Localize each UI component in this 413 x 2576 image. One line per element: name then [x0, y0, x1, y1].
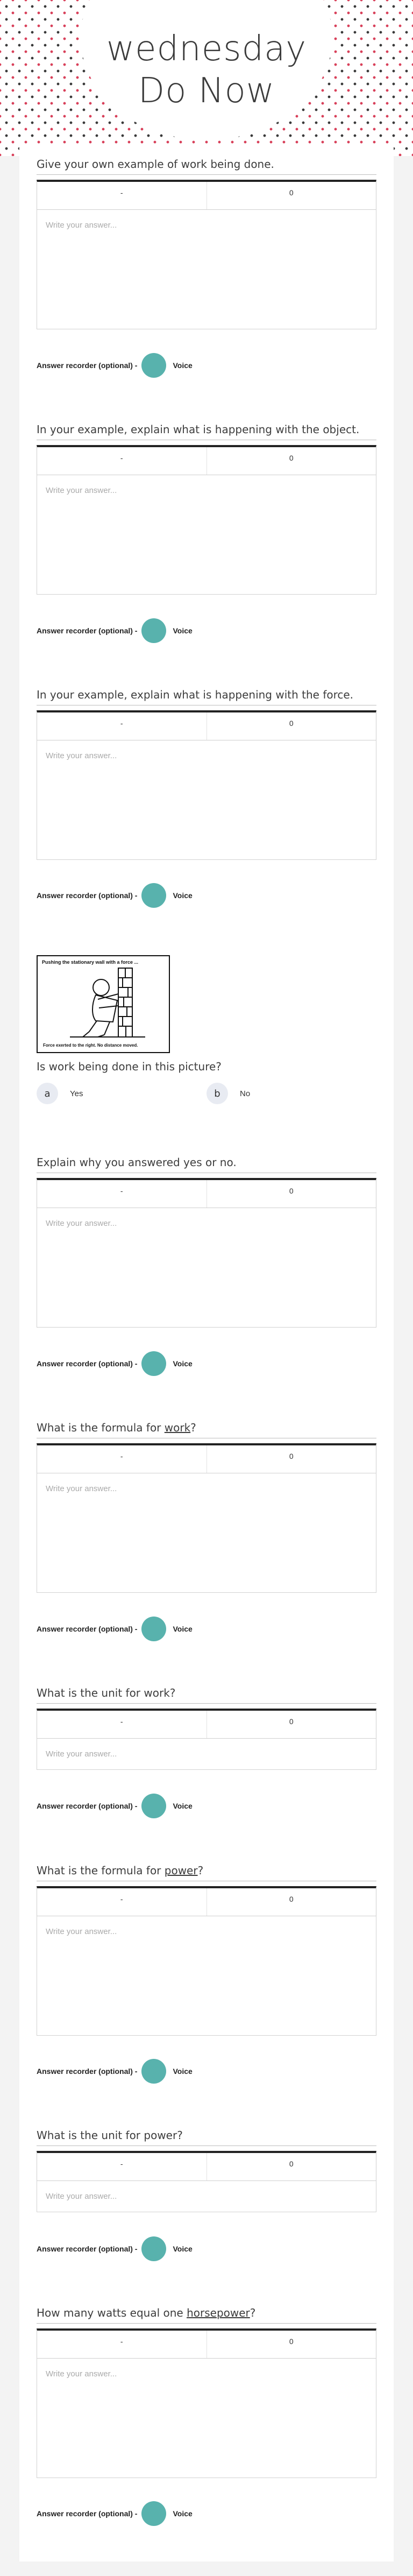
prompt-text: What is the formula for: [37, 1421, 165, 1434]
answer-textarea[interactable]: Write your answer...: [37, 475, 376, 595]
wall-push-cartoon-image: [37, 955, 170, 1053]
answer-textarea[interactable]: Write your answer...: [37, 740, 376, 860]
cartoon-caption-bottom: Force exerted to the right. No distance moved.: [43, 1043, 138, 1048]
record-voice-button[interactable]: [141, 618, 166, 643]
choice-label: Yes: [70, 1089, 83, 1098]
question-1: [37, 157, 376, 329]
question-picture: [37, 1060, 376, 1077]
question-prompt: Give your own example of work being done.: [37, 157, 376, 175]
prompt-text: What is the formula for: [37, 1864, 165, 1877]
prompt-suffix: ?: [250, 2306, 256, 2319]
prompt-underlined-term: work: [164, 1421, 191, 1434]
question-2: [37, 422, 376, 595]
page-title-line2: Do Now: [138, 71, 275, 111]
table-col-1: -: [120, 1187, 123, 1195]
table-col-1: -: [120, 454, 123, 462]
worksheet: [19, 145, 394, 2561]
choice-label: No: [240, 1089, 251, 1098]
prompt-suffix: ?: [190, 1421, 196, 1434]
answer-recorder: [37, 2501, 193, 2526]
voice-label: Voice: [173, 1625, 193, 1633]
table-col-2: 0: [206, 1180, 376, 1208]
answer-table-header: [37, 2151, 376, 2181]
prompt-text: How many watts equal one: [37, 2306, 187, 2319]
table-col-2: 0: [206, 712, 376, 740]
table-col-1: -: [120, 1895, 123, 1903]
table-col-1: -: [120, 2337, 123, 2346]
question-prompt: What is the unit for work?: [37, 1686, 376, 1704]
question-9: [37, 2306, 376, 2478]
voice-label: Voice: [173, 1802, 193, 1810]
answer-recorder: [37, 353, 193, 378]
recorder-label: Answer recorder (optional) -: [37, 891, 138, 900]
answer-recorder: [37, 1351, 193, 1376]
table-col-1: -: [120, 1717, 123, 1726]
record-voice-button[interactable]: [141, 353, 166, 378]
voice-label: Voice: [173, 361, 193, 370]
table-col-2: 0: [206, 1711, 376, 1738]
question-prompt: [37, 1864, 376, 1881]
voice-label: Voice: [173, 2245, 193, 2253]
voice-label: Voice: [173, 891, 193, 900]
question-4: [37, 1155, 376, 1328]
answer-table-header: [37, 445, 376, 475]
question-5: [37, 1421, 376, 1593]
page-title-line1: wednesday: [106, 29, 307, 69]
choice-no[interactable]: [206, 1083, 376, 1104]
record-voice-button[interactable]: [141, 883, 166, 908]
voice-label: Voice: [173, 2067, 193, 2076]
table-col-2: 0: [206, 1445, 376, 1473]
voice-label: Voice: [173, 1359, 193, 1368]
answer-recorder: [37, 883, 193, 908]
question-prompt: [37, 1421, 376, 1438]
table-col-2: 0: [206, 447, 376, 475]
record-voice-button[interactable]: [141, 1794, 166, 1818]
prompt-suffix: ?: [197, 1864, 204, 1877]
answer-table-header: [37, 1709, 376, 1739]
question-8: [37, 2128, 376, 2212]
answer-input[interactable]: Write your answer...: [37, 2181, 376, 2212]
table-col-1: -: [120, 1452, 123, 1460]
recorder-label: Answer recorder (optional) -: [37, 2509, 138, 2518]
question-prompt: [37, 2306, 376, 2324]
answer-textarea[interactable]: Write your answer...: [37, 1473, 376, 1593]
question-3: [37, 688, 376, 860]
answer-recorder: [37, 2236, 193, 2261]
voice-label: Voice: [173, 2509, 193, 2518]
choice-group: [37, 1083, 376, 1104]
voice-label: Voice: [173, 626, 193, 635]
table-col-2: 0: [206, 2331, 376, 2358]
answer-textarea[interactable]: Write your answer...: [37, 1208, 376, 1328]
choice-letter: b: [206, 1083, 228, 1104]
answer-recorder: [37, 2059, 193, 2084]
choice-yes[interactable]: [37, 1083, 206, 1104]
question-6: [37, 1686, 376, 1770]
answer-recorder: [37, 1617, 193, 1641]
recorder-label: Answer recorder (optional) -: [37, 626, 138, 635]
question-prompt: What is the unit for power?: [37, 2128, 376, 2146]
table-col-1: -: [120, 2159, 123, 2168]
record-voice-button[interactable]: [141, 2059, 166, 2084]
answer-recorder: [37, 1794, 193, 1818]
recorder-label: Answer recorder (optional) -: [37, 361, 138, 370]
question-7: [37, 1864, 376, 2036]
record-voice-button[interactable]: [141, 2236, 166, 2261]
answer-textarea[interactable]: Write your answer...: [37, 1916, 376, 2036]
record-voice-button[interactable]: [141, 1617, 166, 1641]
table-col-1: -: [120, 719, 123, 728]
recorder-label: Answer recorder (optional) -: [37, 1359, 138, 1368]
answer-recorder: [37, 618, 193, 643]
answer-table-header: [37, 180, 376, 210]
answer-table-header: [37, 1443, 376, 1473]
question-prompt: In your example, explain what is happening with the object.: [37, 422, 376, 440]
recorder-label: Answer recorder (optional) -: [37, 1625, 138, 1633]
table-col-2: 0: [206, 1888, 376, 1916]
answer-textarea[interactable]: Write your answer...: [37, 2359, 376, 2478]
record-voice-button[interactable]: [141, 1351, 166, 1376]
answer-table-header: [37, 710, 376, 740]
recorder-label: Answer recorder (optional) -: [37, 2067, 138, 2076]
page-title: [0, 28, 413, 112]
cartoon-caption-top: Pushing the stationary wall with a force ...: [42, 959, 139, 965]
wall-push-drawing: [38, 956, 169, 1052]
answer-table-header: [37, 2328, 376, 2359]
answer-table-header: [37, 1178, 376, 1208]
prompt-underlined-term: power: [164, 1864, 198, 1877]
record-voice-button[interactable]: [141, 2501, 166, 2526]
question-prompt: Is work being done in this picture?: [37, 1060, 222, 1073]
table-col-2: 0: [206, 2153, 376, 2180]
choice-letter: a: [37, 1083, 58, 1104]
table-col-1: -: [120, 188, 123, 197]
table-col-2: 0: [206, 182, 376, 209]
answer-textarea[interactable]: Write your answer...: [37, 210, 376, 329]
answer-table-header: [37, 1886, 376, 1916]
recorder-label: Answer recorder (optional) -: [37, 2245, 138, 2253]
question-prompt: Explain why you answered yes or no.: [37, 1155, 376, 1173]
recorder-label: Answer recorder (optional) -: [37, 1802, 138, 1810]
question-prompt: In your example, explain what is happening with the force.: [37, 688, 376, 705]
answer-input[interactable]: Write your answer...: [37, 1739, 376, 1770]
prompt-underlined-term: horsepower: [187, 2306, 250, 2319]
